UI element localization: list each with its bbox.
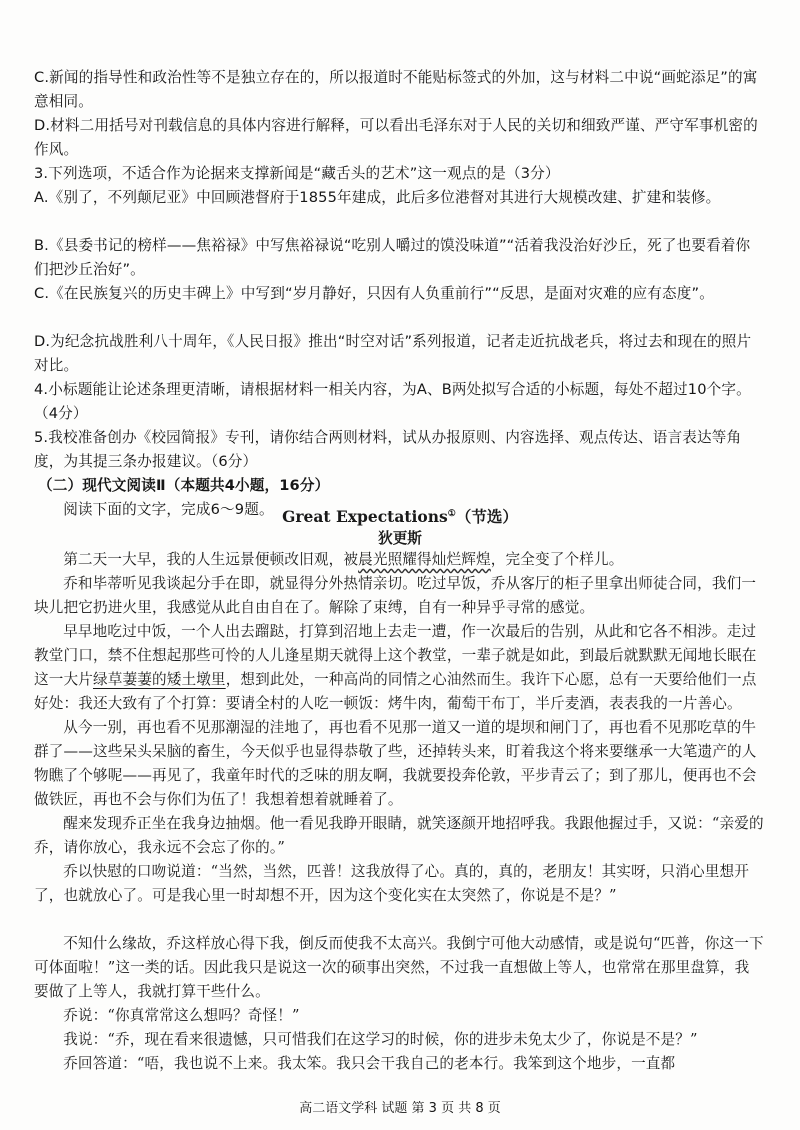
passage-paragraph-4: 从今一别，再也看不见那潮湿的洼地了，再也看不见那一道又一道的堤坝和闸门了，再也看不见那吃草的牛群了——这些呆头呆脑的畜生，今天似乎也显得恭敬了些，还掉转头来，盯着我这个将来要继承一大笔遗产的人物瞧了个够呢——再见了，我童年时代的乏味的朋友啊，我就要投奔伦敦，平步青云了；到了那儿，便再也不会做铁匠，再也不会与你们为伍了！我想着想着就睡着了。 xyxy=(34,719,757,808)
question4: 4.小标题能让论述条理更清晰，请根据材料一相关内容，为A、B两处拟写合适的小标题，每处不超过10个字。（4分） xyxy=(34,381,751,422)
section-heading: （二）现代文阅读Ⅱ（本题共4小题，16分） xyxy=(38,477,330,494)
section-instruction: 阅读下面的文字，完成6～9题。 xyxy=(63,501,274,518)
paragraph-1-before: 第二天一大早，我的人生远景便顿改旧观，被 xyxy=(63,551,359,568)
passage-title-text: Great Expectations xyxy=(282,507,448,526)
footnote-mark: ① xyxy=(447,508,456,519)
paragraph-3-after: ，想到此处，一种高尚的同情之心油然而生。我许下心愿，总有一天要给他们一点好处：我还大致有了个打算：要请全村的人吃一顿饭：烤牛肉，葡萄干布丁，半斤麦酒，表表我的一片善心。 xyxy=(34,671,757,712)
passage-paragraph-6: 乔以快慰的口吻说道：“当然，当然，匹普！这我放得了心。真的，真的，老朋友！其实呀，只消心里想开了，也就放心了。可是我心里一时却想不开，因为这个变化实在太突然了，你说是不是？” xyxy=(34,863,750,904)
passage-paragraph-8: 乔说：“你真常常这么想吗？奇怪！” xyxy=(63,1007,300,1024)
question5: 5.我校准备创办《校园简报》专刊，请你结合两则材料，试从办报原则、内容选择、观点传达、语言表达等角度，为其提三条办报建议。（6分） xyxy=(34,429,742,470)
passage-paragraph-9: 我说：“乔，现在看来很遗憾，只可惜我们在这学习的时候，你的进步未免太少了，你说是不是？” xyxy=(63,1031,698,1048)
question2-option-c: C.新闻的指导性和政治性等不是独立存在的，所以报道时不能贴标签式的外加，这与材料二中说“画蛇添足”的寓意相同。 xyxy=(34,69,758,110)
page-footer: 高二语文学科 试题 第 3 页 共 8 页 xyxy=(299,1101,501,1116)
question3-option-a: A.《别了，不列颠尼亚》中回顾港督府于1855年建成，此后多位港督对其进行大规模改建、扩建和装修。 xyxy=(34,189,721,206)
underlined-phrase: 绿草萋萋的矮土墩里 xyxy=(92,671,226,688)
passage-paragraph-10: 乔回答道：“唔，我也说不上来。我太笨。我只会干我自己的老本行。我笨到这个地步，一直都 xyxy=(63,1055,676,1072)
passage-paragraph-3 xyxy=(34,620,764,716)
question3-option-b: B.《县委书记的榜样——焦裕禄》中写焦裕禄说“吃别人嚼过的馍没味道”“活着我没治好沙丘，死了也要看着你们把沙丘治好”。 xyxy=(34,237,751,278)
question3-option-c: C.《在民族复兴的历史丰碑上》中写到“岁月静好，只因有人负重前行”“反思，是面对灾难的应有态度”。 xyxy=(34,285,714,302)
question3-option-d: D.为纪念抗战胜利八十周年，《人民日报》推出“时空对话”系列报道，记者走近抗战老兵，将过去和现在的照片对比。 xyxy=(34,333,752,374)
passage-paragraph-1 xyxy=(34,548,764,572)
passage-paragraph-7: 不知什么缘故，乔这样放心得下我，倒反而使我不太高兴。我倒宁可他大动感情，或是说句“匹普，你这一下可体面啦！”这一类的话。因此我只是说这一次的硕事出突然，不过我一直想做上等人，也常常在那里盘算，我要做了上等人，我就打算干些什么。 xyxy=(34,935,764,1000)
question3-stem: 3.下列选项，不适合作为论据来支撑新闻是“藏舌头的艺术”这一观点的是（3分） xyxy=(34,165,560,182)
passage-paragraph-2: 乔和毕蒂听见我谈起分手在即，就显得分外热情亲切。吃过早饭，乔从客厅的柜子里拿出师徒合同，我们一块儿把它扔进火里，我感觉从此自由自在了。解除了束缚，自有一种异乎寻常的感觉。 xyxy=(34,575,757,616)
passage-title-suffix: （节选） xyxy=(455,507,518,526)
question2-option-d: D.材料二用括号对刊载信息的具体内容进行解释，可以看出毛泽东对于人民的关切和细致严谨、严守军事机密的作风。 xyxy=(34,117,758,158)
passage-title xyxy=(0,505,800,527)
passage-paragraph-5: 醒来发现乔正坐在我身边抽烟。他一看见我睁开眼睛，就笑逐颜开地招呼我。我跟他握过手，又说：“亲爱的乔，请你放心，我永远不会忘了你的。” xyxy=(34,815,764,856)
wavy-underlined-phrase: 晨光照耀得灿烂辉煌 xyxy=(358,551,491,568)
passage-author: 狄更斯 xyxy=(378,530,422,547)
paragraph-3-before: 早早地吃过中饭，一个人出去蹓跶，打算到沼地上去走一遭，作一次最后的告别，从此和它各不相涉。走过教堂门口，禁不住想起那些可怜的人儿逢星期天就得上这个教堂，一辈子就是如此，到最后就默默无闻地长眠在这一大片 xyxy=(34,623,757,688)
paragraph-1-after: ，完全变了个样儿。 xyxy=(490,551,624,568)
